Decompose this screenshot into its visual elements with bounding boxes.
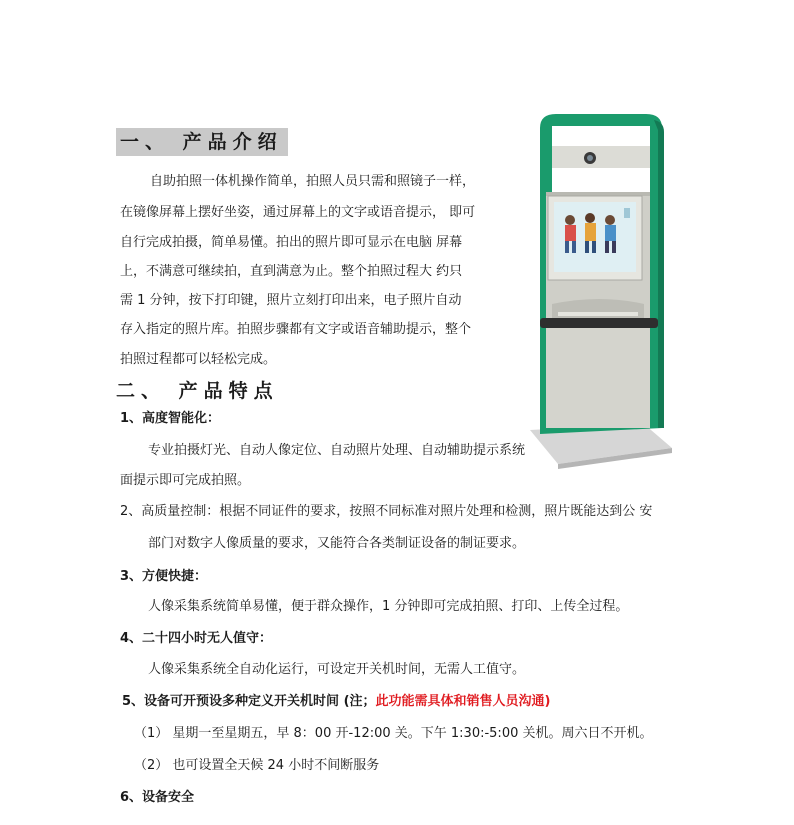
- camera-band: [552, 146, 650, 168]
- feature-1-line-2: 面提示即可完成拍照。: [120, 473, 251, 488]
- intro-line-5: 需 1 分钟，按下打印键，照片立刻打印出来，电子照片自动: [120, 293, 462, 308]
- intro-line-1: 自助拍照一体机操作简单，拍照人员只需和照镜子一样，: [150, 174, 476, 189]
- feature-2-line-1: 2、高质量控制：根据不同证件的要求，按照不同标准对照片处理和检测，照片既能达到公 安: [120, 504, 653, 519]
- feature-3-body: 人像采集系统简单易懂，便于群众操作，1 分钟即可完成拍照、打印、上传全过程。: [148, 599, 629, 614]
- intro-line-3: 自行完成拍摄，简单易懂。拍出的照片即可显示在电脑 屏幕: [120, 235, 463, 250]
- feature-5-text: 5、设备可开预设多种定义开关机时间: [122, 694, 340, 709]
- feature-4-title: 4、二十四小时无人值守：: [120, 631, 273, 646]
- intro-line-4: 上，不满意可继续拍，直到满意为止。整个拍照过程大 约只: [120, 264, 463, 279]
- section2-heading: 二、 产品特点: [116, 380, 279, 402]
- feature-4-body: 人像采集系统全自动化运行，可设定开关机时间，无需人工值守。: [148, 662, 526, 677]
- section1-heading: 一、 产品介绍: [116, 128, 288, 156]
- feature-6-title: 6、设备安全: [120, 790, 195, 805]
- feature-5-item-2: （2） 也可设置全天候 24 小时不间断服务: [134, 758, 380, 773]
- feature-5-title: [122, 693, 550, 711]
- feature-1-line-1: 专业拍摄灯光、自动人像定位、自动照片处理、自动辅助提示系统: [148, 443, 526, 458]
- feature-5-note-red: 此功能需具体和销售人员沟通): [375, 694, 551, 709]
- intro-line-6: 存入指定的照片库。拍照步骤都有文字或语音辅助提示，整个: [120, 322, 472, 337]
- intro-line-7: 拍照过程都可以轻松完成。: [120, 352, 277, 367]
- feature-5-note-prefix: (注；: [343, 694, 376, 709]
- feature-5-item-1: （1） 星期一至星期五，早 8：00 开-12:00 关。下午 1:30:-5:00 关机。周六日不开机。: [134, 726, 653, 741]
- print-tray: [540, 318, 658, 328]
- feature-3-title: 3、方便快捷：: [120, 569, 208, 584]
- feature-1-title: 1、高度智能化：: [120, 411, 221, 426]
- feature-2-line-2: 部门对数字人像质量的要求，又能符合各类制证设备的制证要求。: [148, 536, 526, 551]
- photo-kiosk-machine: [518, 108, 678, 470]
- intro-line-2: 在镜像屏幕上摆好坐姿，通过屏幕上的文字或语音提示， 即可: [120, 205, 476, 220]
